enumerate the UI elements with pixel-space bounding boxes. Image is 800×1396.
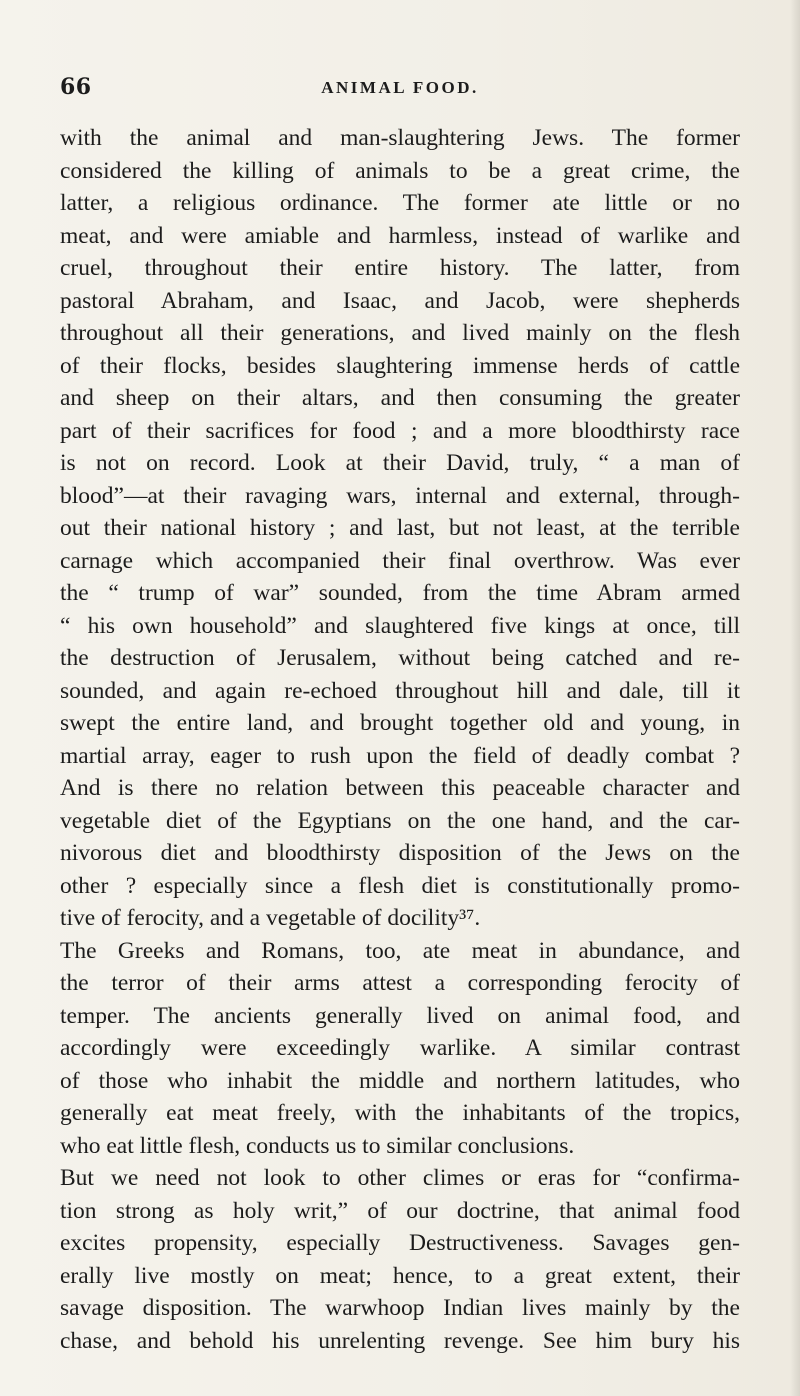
text-line: tive of ferocity, and a vegetable of docility³⁷. (60, 905, 481, 931)
text-line: But we need not look to other climes or eras for “confirma- (60, 1165, 740, 1191)
text-line: vegetable diet of the Egyptians on the one hand, and the car- (60, 807, 740, 834)
text-line: and sheep on their altars, and then consuming the greater (60, 385, 740, 411)
text-line: of their flocks, besides slaughtering immense herds of cattle (60, 352, 740, 379)
text-line: nivorous diet and bloodthirsty disposition of the Jews on the (60, 840, 740, 866)
page-edge-shadow (790, 0, 800, 1396)
text-line: accordingly were exceedingly warlike. A similar contrast (60, 1035, 740, 1061)
text-line: throughout all their generations, and lived mainly on the flesh (60, 320, 740, 346)
text-line: the “ trump of war” sounded, from the time Abram armed (60, 580, 740, 606)
text-line: And is there no relation between this peaceable character and (60, 775, 740, 801)
running-head (60, 74, 740, 104)
text-line: chase, and behold his unrelenting revenge. See him bury his (60, 1327, 740, 1354)
text-line: The Greeks and Romans, too, ate meat in abundance, and (60, 937, 740, 964)
text-line: meat, and were amiable and harmless, instead of warlike and (60, 222, 740, 249)
text-line: the destruction of Jerusalem, without being catched and re- (60, 645, 740, 671)
text-line: excites propensity, especially Destructiveness. Savages gen- (60, 1230, 740, 1256)
text-line: out their national history ; and last, but not least, at the terrible (60, 515, 740, 541)
running-title: ANIMAL FOOD. (321, 78, 479, 97)
text-line: savage disposition. The warwhoop Indian lives mainly by the (60, 1295, 740, 1321)
text-line: blood”—at their ravaging wars, internal and external, through- (60, 482, 740, 509)
text-line: cruel, throughout their entire history. The latter, from (60, 255, 740, 281)
text-line: carnage which accompanied their final overthrow. Was ever (60, 547, 740, 574)
text-line: sounded, and again re-echoed throughout hill and dale, till it (60, 677, 740, 704)
text-line: considered the killing of animals to be a great crime, the (60, 157, 740, 184)
page-number: 66 (60, 74, 92, 100)
text-line: with the animal and man-slaughtering Jews. The former (60, 125, 740, 151)
text-line: the terror of their arms attest a corresponding ferocity of (60, 970, 740, 996)
text-line: of those who inhabit the middle and northern latitudes, who (60, 1067, 740, 1094)
text-line: other ? especially since a flesh diet is constitutionally promo- (60, 872, 740, 899)
text-line: generally eat meat freely, with the inhabitants of the tropics, (60, 1100, 740, 1126)
text-line: who eat little flesh, conducts us to similar conclusions. (60, 1132, 575, 1159)
text-line: latter, a religious ordinance. The former ate little or no (60, 190, 740, 216)
text-line: swept the entire land, and brought together old and young, in (60, 710, 740, 736)
text-line: part of their sacrifices for food ; and a more bloodthirsty race (60, 417, 740, 444)
text-line: temper. The ancients generally lived on animal food, and (60, 1002, 740, 1029)
text-line: “ his own household” and slaughtered five kings at once, till (60, 612, 740, 639)
text-line: erally live mostly on meat; hence, to a great extent, their (60, 1262, 740, 1289)
text-line: is not on record. Look at their David, truly, “ a man of (60, 450, 740, 476)
text-line: pastoral Abraham, and Isaac, and Jacob, were shepherds (60, 287, 740, 314)
text-line: martial array, eager to rush upon the field of deadly combat ? (60, 742, 740, 769)
text-line: tion strong as holy writ,” of our doctrine, that animal food (60, 1197, 740, 1224)
body-text (60, 122, 740, 1357)
